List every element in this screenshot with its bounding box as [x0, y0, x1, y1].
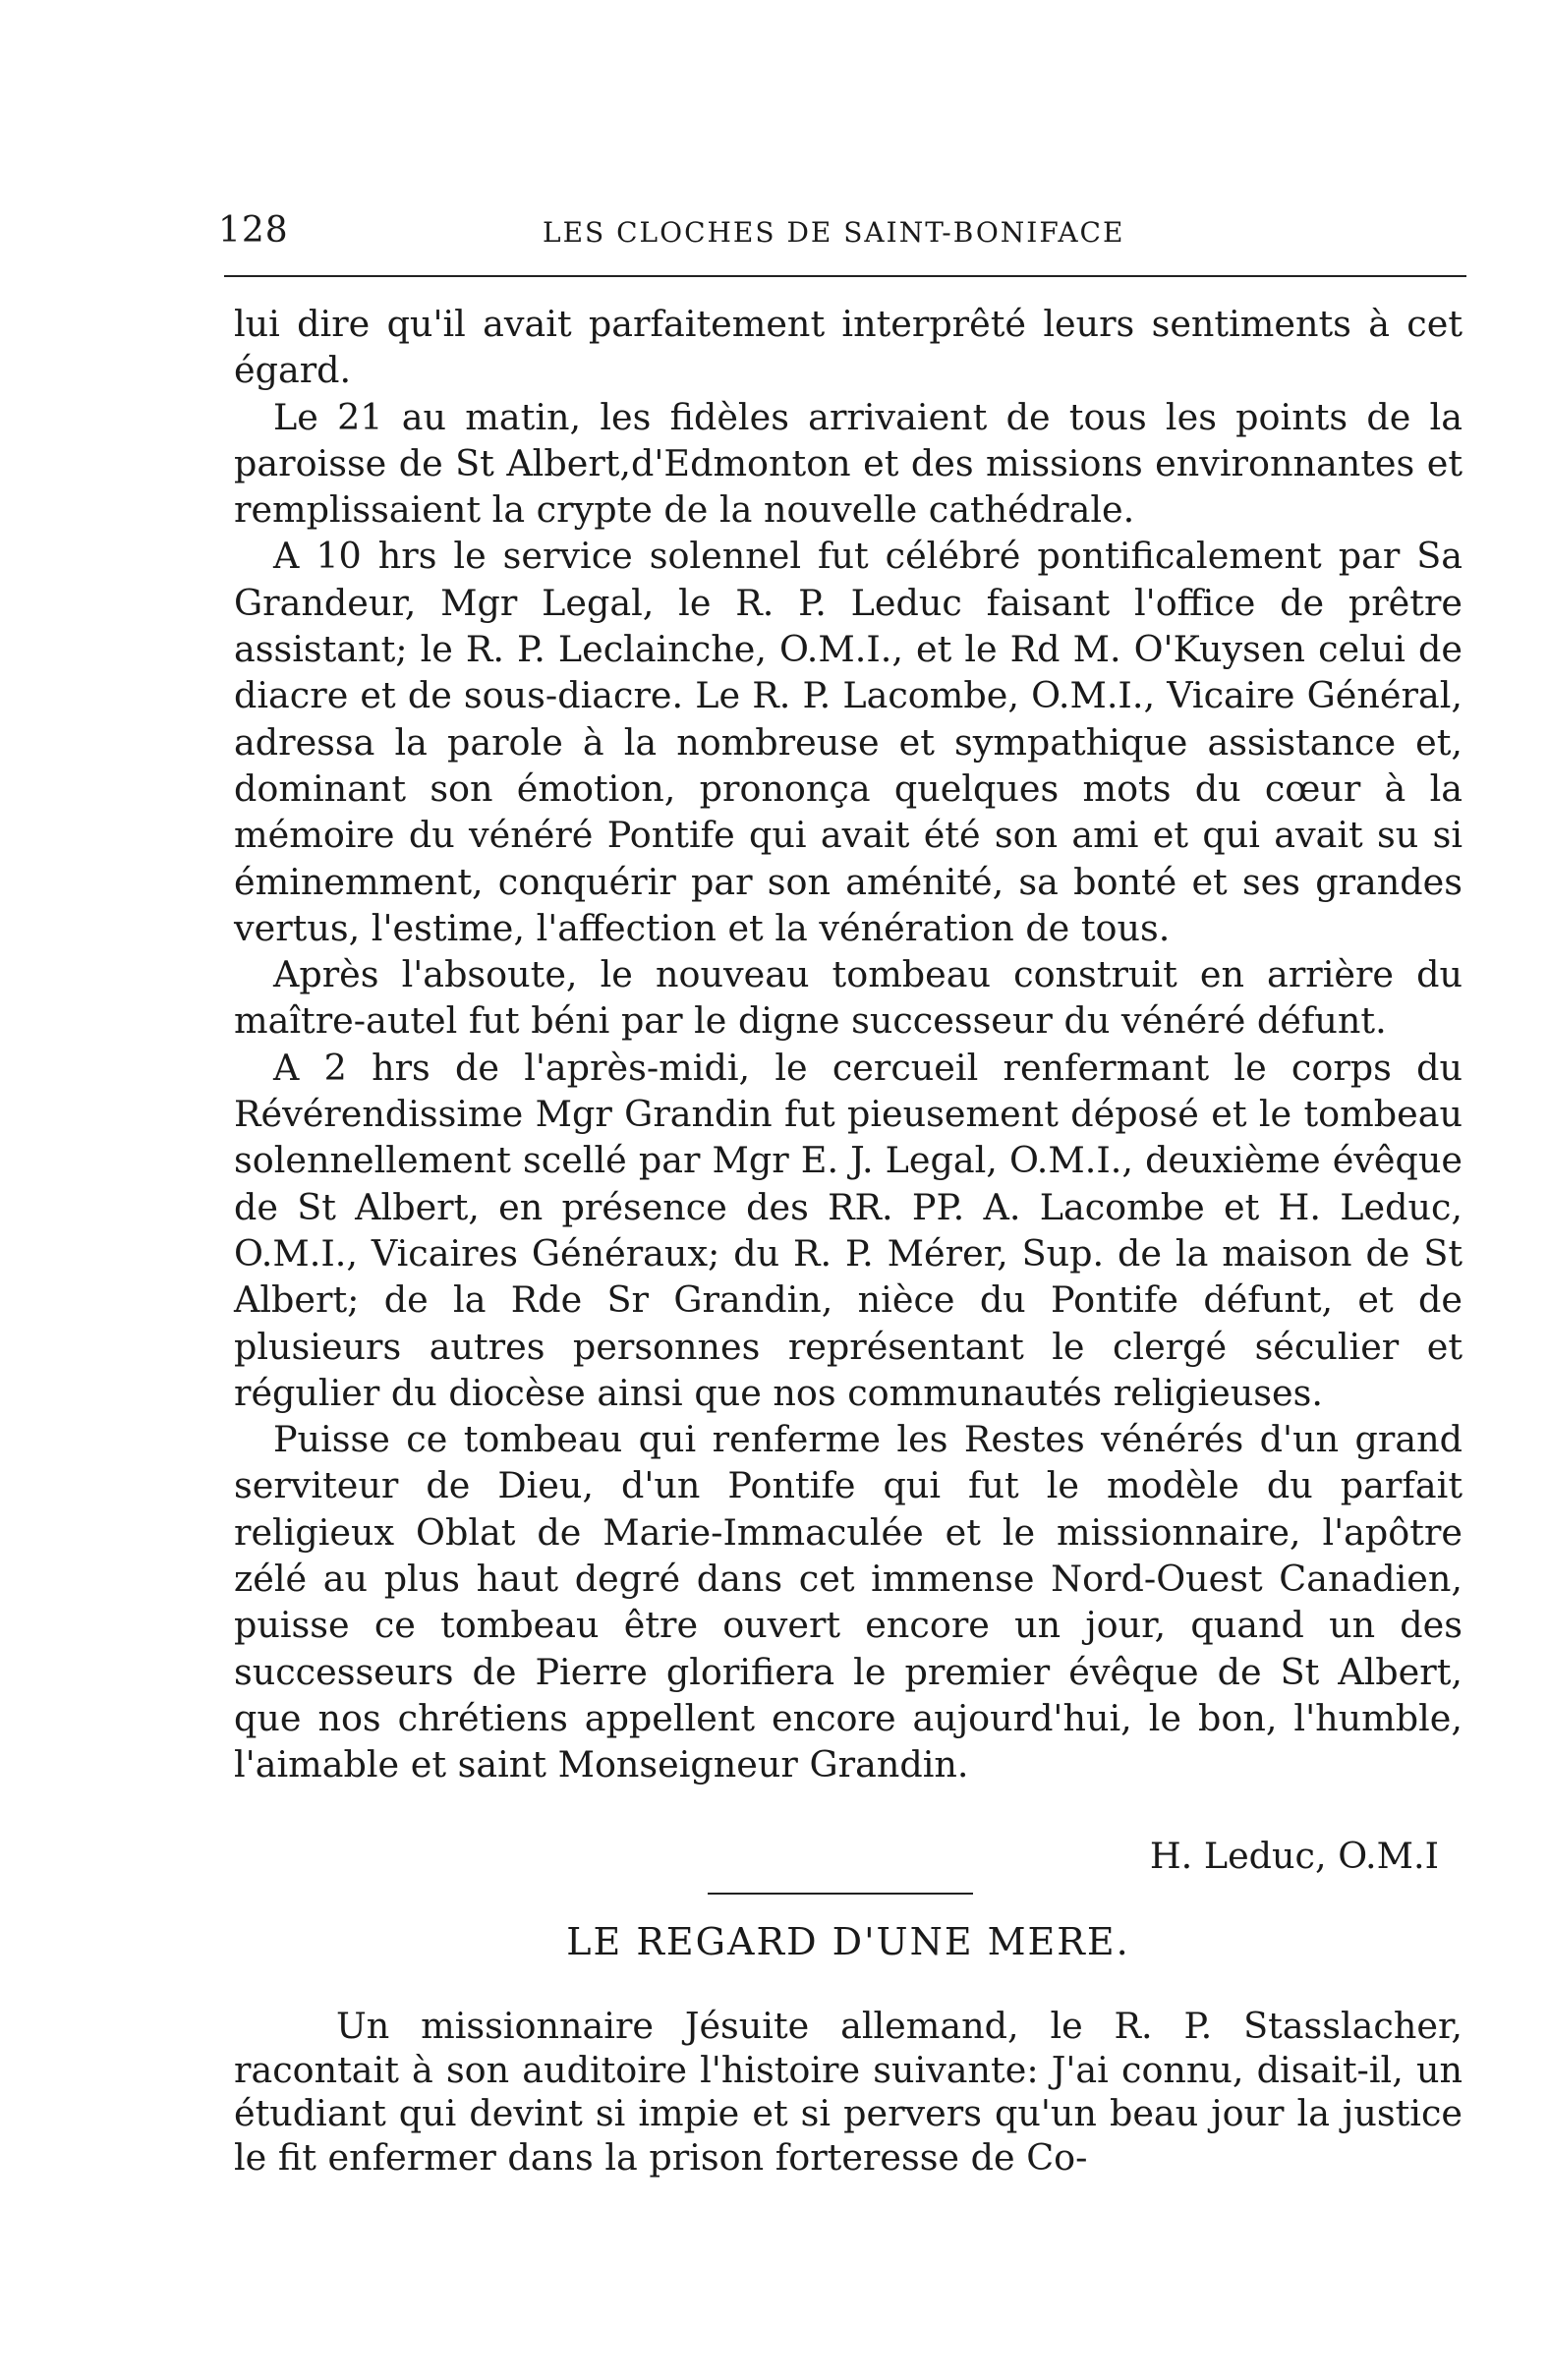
paragraph: lui dire qu'il avait parfaitement interprêté leurs sentiments à cet égard.: [234, 303, 1463, 392]
section-divider: [708, 1893, 973, 1895]
paragraph: Après l'absoute, le nouveau tombeau construit en arrière du maître-autel fut béni par le digne successeur du vénéré défunt.: [234, 953, 1463, 1043]
running-head: [218, 210, 1466, 265]
paragraph: Puisse ce tombeau qui renferme les Restes vénérés d'un grand serviteur de Dieu, d'un Pontife qui fut le modèle du parfait religieux Oblat de Marie-Immaculée et le missionnaire, l'apôtre zélé au plus haut degré dans cet immense Nord-Ouest Canadien, puisse ce tombeau être ouvert encore un jour, quand un des successeurs de Pierre glorifiera le premier évêque de St Albert, que nos chrétiens appellent encore aujourd'hui, le bon, l'humble, l'aimable et saint Monseigneur Grandin.: [234, 1418, 1463, 1786]
author-signature: H. Leduc, O.M.I: [1149, 1835, 1439, 1877]
running-title: LES CLOCHES DE SAINT-BONIFACE: [543, 216, 1125, 249]
header-rule: [224, 275, 1466, 277]
page-number: 128: [218, 210, 289, 251]
article-body: [234, 301, 1463, 1788]
paragraph: Un missionnaire Jésuite allemand, le R. P. Stasslacher, racontait à son auditoire l'histoire suivante: J'ai connu, disait-il, un étudiant qui devint si impie et si pervers qu'un beau jour la justice le fit enfermer dans la prison forteresse de Co-: [234, 2005, 1463, 2179]
paragraph: Le 21 au matin, les fidèles arrivaient de tous les points de la paroisse de St Albert,d'Edmonton et des missions environnantes et remplissaient la crypte de la nouvelle cathédrale.: [234, 395, 1463, 532]
paragraph: A 2 hrs de l'après-midi, le cercueil renfermant le corps du Révérendissime Mgr Grandin fut pieusement déposé et le tombeau solennellement scellé par Mgr E. J. Legal, O.M.I., deuxième évêque de St Albert, en présence des RR. PP. A. Lacombe et H. Leduc, O.M.I., Vicaires Généraux; du R. P. Mérer, Sup. de la maison de St Albert; de la Rde Sr Grandin, nièce du Pontife défunt, et de plusieurs autres personnes représentant le clergé séculier et régulier du diocèse ainsi que nos communautés religieuses.: [234, 1046, 1463, 1414]
section-body: [234, 2005, 1463, 2180]
section-title: LE REGARD D'UNE MERE.: [566, 1920, 1130, 1963]
paragraph: A 10 hrs le service solennel fut célébré pontificalement par Sa Grandeur, Mgr Legal, le R. P. Leduc faisant l'office de prêtre assistant; le R. P. Leclainche, O.M.I., et le Rd M. O'Kuysen celui de diacre et de sous-diacre. Le R. P. Lacombe, O.M.I., Vicaire Général, adressa la parole à la nombreuse et sympathique assistance et, dominant son émotion, prononça quelques mots du cœur à la mémoire du vénéré Pontife qui avait été son ami et qui avait su si éminemment, conquérir par son aménité, sa bonté et ses grandes vertus, l'estime, l'affection et la vénération de tous.: [234, 535, 1463, 949]
